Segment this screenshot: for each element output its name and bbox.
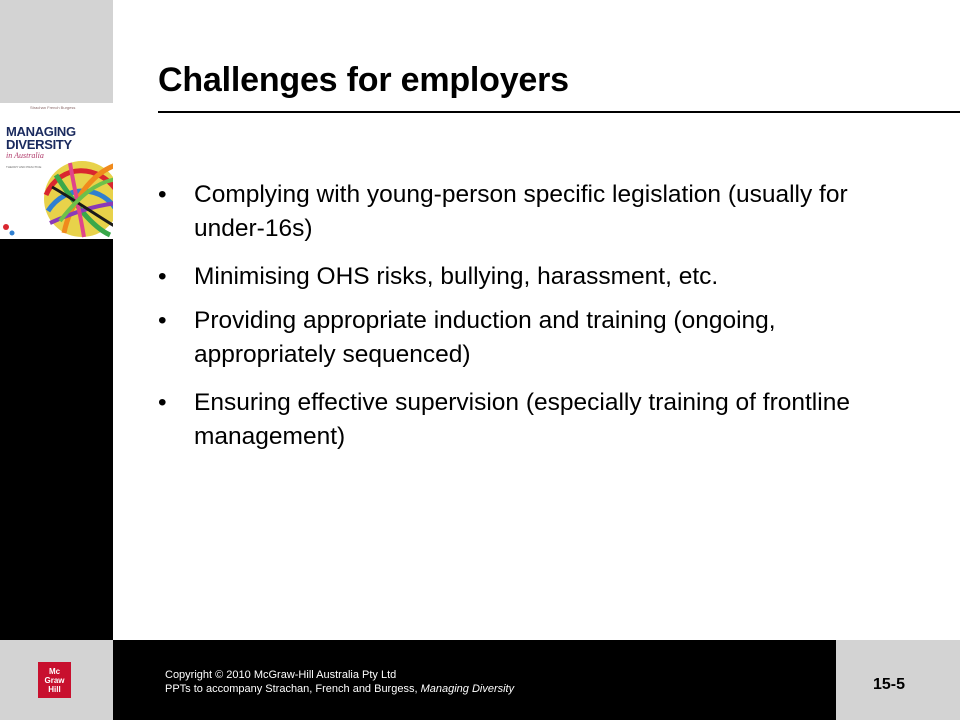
sidebar-black-panel (0, 239, 113, 640)
bullet-item (158, 386, 918, 454)
bullet-text: Ensuring effective supervision (especially training of frontline management) (194, 389, 850, 450)
bullet-text: Providing appropriate induction and training (ongoing, appropriately sequenced) (194, 307, 776, 368)
cover-title: MANAGING DIVERSITY (6, 124, 76, 152)
bullet-item (158, 178, 918, 246)
bullet-glyph: • (158, 263, 167, 290)
copyright-line-1: Copyright © 2010 McGraw-Hill Australia Pty Ltd (165, 669, 397, 681)
bullet-list (158, 178, 918, 468)
book-cover-image (0, 103, 113, 239)
bullet-text: Complying with young-person specific legislation (usually for under-16s) (194, 181, 848, 242)
bullet-glyph: • (158, 389, 167, 416)
cover-authors: Strachan French Burgess (30, 105, 76, 110)
logo-line-hill: Hill (48, 684, 61, 694)
slide-title: Challenges for employers (158, 61, 569, 99)
bullet-item (158, 260, 918, 294)
cover-tagline: THEORY AND PRACTICE (6, 165, 42, 169)
copyright-line-2-prefix: PPTs to accompany Strachan, French and Burgess, (165, 683, 421, 695)
sidebar-top-panel (0, 0, 113, 103)
copyright-book-title: Managing Diversity (420, 683, 515, 695)
logo-line-mc: Mc (48, 666, 61, 676)
slide-number: 15-5 (873, 676, 906, 693)
bullet-item (158, 304, 918, 372)
bullet-glyph: • (158, 181, 167, 208)
rubber-band-ball-illustration (0, 103, 113, 239)
cover-subtitle: in Australia (6, 151, 44, 160)
title-underline (158, 111, 960, 113)
bullet-text: Minimising OHS risks, bullying, harassment, etc. (194, 263, 719, 290)
logo-line-graw: Graw (44, 675, 65, 685)
copyright-notice (165, 668, 514, 696)
bullet-glyph: • (158, 307, 167, 334)
mcgraw-hill-logo (38, 662, 71, 698)
copyright-line-2 (165, 682, 514, 696)
